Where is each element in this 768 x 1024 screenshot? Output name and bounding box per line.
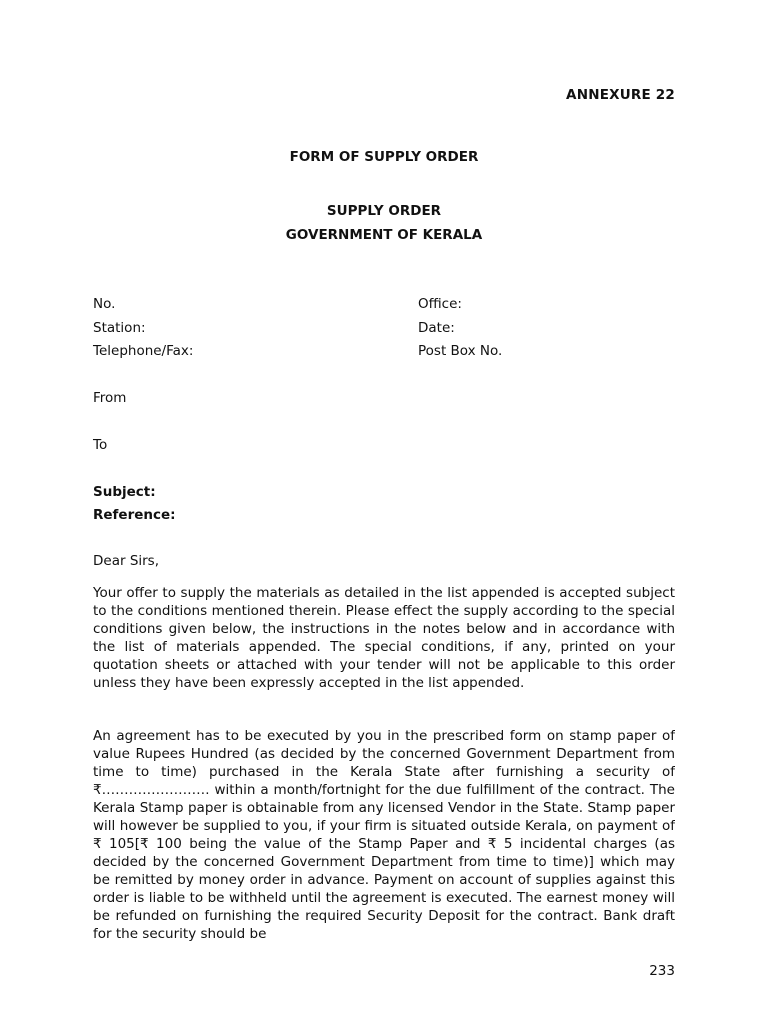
field-telephone-fax: Telephone/Fax: bbox=[93, 343, 194, 359]
government-title: GOVERNMENT OF KERALA bbox=[285, 227, 483, 243]
field-office: Office: bbox=[418, 296, 462, 312]
subject-label: Subject: bbox=[93, 484, 156, 500]
form-title: FORM OF SUPPLY ORDER bbox=[289, 149, 479, 165]
field-post-box: Post Box No. bbox=[418, 343, 503, 359]
annexure-label: ANNEXURE 22 bbox=[566, 87, 675, 103]
body-paragraph-2: An agreement has to be executed by you in the prescribed form on stamp paper of value Rupees Hundred (as decided by the concerned Government Department from time to time) purchased in the Kerala State after furnishing a security of ₹…………………… within a month/fortnight for the due fulfillment of the contract. The Kerala Stamp paper is obtainable from any licensed Vendor in the State. Stamp paper will however be supplied to you, if your firm is situated outside Kerala, on payment of ₹ 105[₹ 100 being the value of the Stamp Paper and ₹ 5 incidental charges (as decided by the concerned Government Department from time to time)] which may be remitted by money order in advance. Payment on account of supplies against this order is liable to be withheld until the agreement is executed. The earnest money will be refunded on furnishing the required Security Deposit for the contract. Bank draft for the security should be bbox=[93, 728, 675, 942]
field-date: Date: bbox=[418, 320, 455, 336]
page-number: 233 bbox=[649, 963, 675, 979]
field-no: No. bbox=[93, 296, 116, 312]
from-label: From bbox=[93, 390, 127, 406]
order-title: SUPPLY ORDER bbox=[326, 203, 442, 219]
salutation: Dear Sirs, bbox=[93, 553, 160, 569]
to-label: To bbox=[93, 437, 108, 453]
reference-label: Reference: bbox=[93, 507, 176, 523]
field-station: Station: bbox=[93, 320, 146, 336]
body-paragraph-1: Your offer to supply the materials as detailed in the list appended is accepted subject to the conditions mentioned therein. Please effect the supply according to the special conditions given below, the instructions in the notes below and in accordance with the list of materials appended. The special conditions, if any, printed on your quotation sheets or attached with your tender will not be applicable to this order unless they have been expressly accepted in the list appended. bbox=[93, 585, 675, 691]
